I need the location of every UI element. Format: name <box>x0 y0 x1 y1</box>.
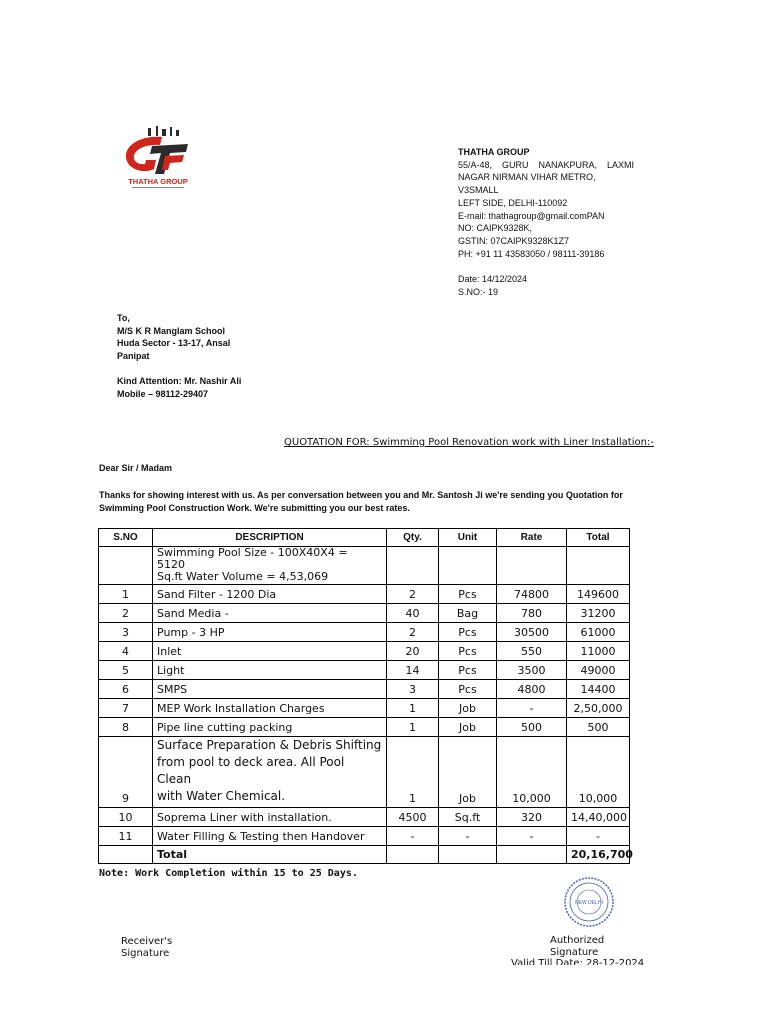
row-qty: 2 <box>387 585 439 604</box>
receiver-line2: Signature <box>121 948 170 958</box>
row-rate: - <box>497 827 567 846</box>
stamp-text: NEW DELHI <box>575 900 603 906</box>
row-qty: 1 <box>387 699 439 718</box>
table-header-row <box>99 529 630 547</box>
row-total: 14400 <box>567 680 630 699</box>
company-logo <box>118 122 198 202</box>
authorized-line1: Authorized <box>550 935 605 946</box>
row-rate: 4800 <box>497 680 567 699</box>
recipient-mobile: Mobile – 98112-29407 <box>117 388 209 399</box>
logo-graphic <box>118 122 198 202</box>
header-description: DESCRIPTION <box>153 529 387 547</box>
row-unit: Pcs <box>439 623 497 642</box>
company-details <box>458 146 634 299</box>
receiver-line1: Receiver's <box>121 936 173 947</box>
row-description-line1: Surface Preparation & Debris Shifting <box>157 738 382 752</box>
stamp-graphic <box>563 876 615 928</box>
row-description: Soprema Liner with installation. <box>153 808 387 827</box>
total-value: 20,16,700 <box>567 846 630 864</box>
quotation-date: Date: 14/12/2024 <box>458 274 528 285</box>
table-row <box>99 680 630 699</box>
recipient-block <box>117 312 241 400</box>
company-address-line3: LEFT SIDE, DELHI-110092 <box>458 197 568 208</box>
row-sno: 6 <box>99 680 153 699</box>
company-phone: PH: +91 11 43583050 / 98111-39186 <box>458 248 605 259</box>
company-address-line1: 55/A-48, GURU NANAKPURA, LAXMI <box>458 159 634 170</box>
company-name: THATHA GROUP <box>458 147 530 157</box>
row-qty: 20 <box>387 642 439 661</box>
pool-size-line1: Swimming Pool Size - 100X40X4 = <box>157 546 348 559</box>
row-description <box>153 737 387 808</box>
row-description: SMPS <box>153 680 387 699</box>
row-rate: 10,000 <box>497 737 567 808</box>
authorized-signature <box>550 935 630 959</box>
row-unit: Pcs <box>439 642 497 661</box>
row-unit: Pcs <box>439 585 497 604</box>
row-rate: 74800 <box>497 585 567 604</box>
row-total: 49000 <box>567 661 630 680</box>
table-row <box>99 808 630 827</box>
row-sno: 7 <box>99 699 153 718</box>
table-row <box>99 718 630 737</box>
table-row <box>99 547 630 585</box>
row-unit: Job <box>439 718 497 737</box>
valid-till: Valid Till Date: 28-12-2024 <box>511 958 645 965</box>
row-unit: Sq.ft <box>439 808 497 827</box>
total-label: Total <box>153 846 387 864</box>
row-description-line2: from pool to deck area. All Pool Clean <box>157 755 345 786</box>
company-address-line2: NAGAR NIRMAN VIHAR METRO, V3SMALL <box>458 172 596 196</box>
table-row <box>99 623 630 642</box>
pool-size-line3: Sq.ft Water Volume = 4,53,069 <box>157 570 329 583</box>
recipient-to: To, <box>117 313 130 323</box>
intro-line1: Thanks for showing interest with us. As per conversation between you and Mr. Santosh Ji we're sending you Quotation for <box>99 490 623 500</box>
row-total: 61000 <box>567 623 630 642</box>
row-qty: 40 <box>387 604 439 623</box>
recipient-attention: Kind Attention: Mr. Nashir Ali <box>117 375 242 386</box>
row-total: 2,50,000 <box>567 699 630 718</box>
header-rate: Rate <box>497 529 567 547</box>
row-description: MEP Work Installation Charges <box>153 699 387 718</box>
row-sno: 9 <box>99 737 153 808</box>
header-total: Total <box>567 529 630 547</box>
table-total-row <box>99 846 630 864</box>
row-unit: - <box>439 827 497 846</box>
company-stamp <box>563 876 615 928</box>
row-unit: Job <box>439 737 497 808</box>
row-rate: 550 <box>497 642 567 661</box>
company-pan: NO: CAIPK9328K, <box>458 223 533 234</box>
row-sno: 4 <box>99 642 153 661</box>
row-sno: 5 <box>99 661 153 680</box>
pool-size-line2: 5120 <box>157 558 185 571</box>
row-sno: 8 <box>99 718 153 737</box>
row-rate: 320 <box>497 808 567 827</box>
row-description: Sand Filter - 1200 Dia <box>153 585 387 604</box>
intro-line2: Swimming Pool Construction Work. We're submitting you our best rates. <box>99 502 410 513</box>
row-sno: 2 <box>99 604 153 623</box>
recipient-name: M/S K R Manglam School <box>117 325 226 336</box>
company-gstin: GSTIN: 07CAIPK9328K1Z7 <box>458 235 570 246</box>
quotation-subject: QUOTATION FOR: Swimming Pool Renovation work with Liner Installation:- <box>284 437 654 448</box>
company-email: E-mail: thathagroup@gmail.comPAN <box>458 210 605 221</box>
row-description: Inlet <box>153 642 387 661</box>
row-qty: 4500 <box>387 808 439 827</box>
row-description: Sand Media - <box>153 604 387 623</box>
row-total: 11000 <box>567 642 630 661</box>
row-total: 10,000 <box>567 737 630 808</box>
row-rate: 780 <box>497 604 567 623</box>
row-description: Light <box>153 661 387 680</box>
recipient-address1: Huda Sector - 13-17, Ansal <box>117 338 231 349</box>
row-rate: 500 <box>497 718 567 737</box>
row-total: - <box>567 827 630 846</box>
header-qty: Qty. <box>387 529 439 547</box>
row-unit: Bag <box>439 604 497 623</box>
row-qty: 3 <box>387 680 439 699</box>
salutation: Dear Sir / Madam <box>99 463 173 473</box>
row-total: 31200 <box>567 604 630 623</box>
table-row <box>99 661 630 680</box>
row-qty: - <box>387 827 439 846</box>
row-unit: Job <box>439 699 497 718</box>
completion-note: Note: Work Completion within 15 to 25 Days. <box>99 868 358 879</box>
row-sno: 11 <box>99 827 153 846</box>
row-unit: Pcs <box>439 661 497 680</box>
table-row <box>99 737 630 808</box>
row-unit: Pcs <box>439 680 497 699</box>
row-rate: 3500 <box>497 661 567 680</box>
receiver-signature <box>121 936 201 958</box>
row-sno: 10 <box>99 808 153 827</box>
intro-paragraph <box>99 489 639 514</box>
row-description: Water Filling & Testing then Handover <box>153 827 387 846</box>
row-rate: 30500 <box>497 623 567 642</box>
logo-text: THATHA GROUP <box>128 177 188 186</box>
header-sno: S.NO <box>99 529 153 547</box>
row-total: 149600 <box>567 585 630 604</box>
table-row <box>99 604 630 623</box>
row-description: Pipe line cutting packing <box>153 718 387 737</box>
table-row <box>99 827 630 846</box>
row-rate: - <box>497 699 567 718</box>
table-row <box>99 642 630 661</box>
quotation-sno: S.NO:- 19 <box>458 287 499 298</box>
authorized-line2: Signature <box>550 947 599 958</box>
row-qty: 2 <box>387 623 439 642</box>
quotation-table <box>98 528 633 864</box>
row-total: 500 <box>567 718 630 737</box>
table-row <box>99 699 630 718</box>
header-unit: Unit <box>439 529 497 547</box>
table-row <box>99 585 630 604</box>
row-qty: 14 <box>387 661 439 680</box>
row-sno: 3 <box>99 623 153 642</box>
row-description: Pump - 3 HP <box>153 623 387 642</box>
recipient-address2: Panipat <box>117 351 150 362</box>
row-description-line3: with Water Chemical. <box>157 789 286 803</box>
row-sno: 1 <box>99 585 153 604</box>
pool-size-cell <box>153 547 387 585</box>
row-qty: 1 <box>387 737 439 808</box>
row-qty: 1 <box>387 718 439 737</box>
row-total: 14,40,000 <box>567 808 630 827</box>
